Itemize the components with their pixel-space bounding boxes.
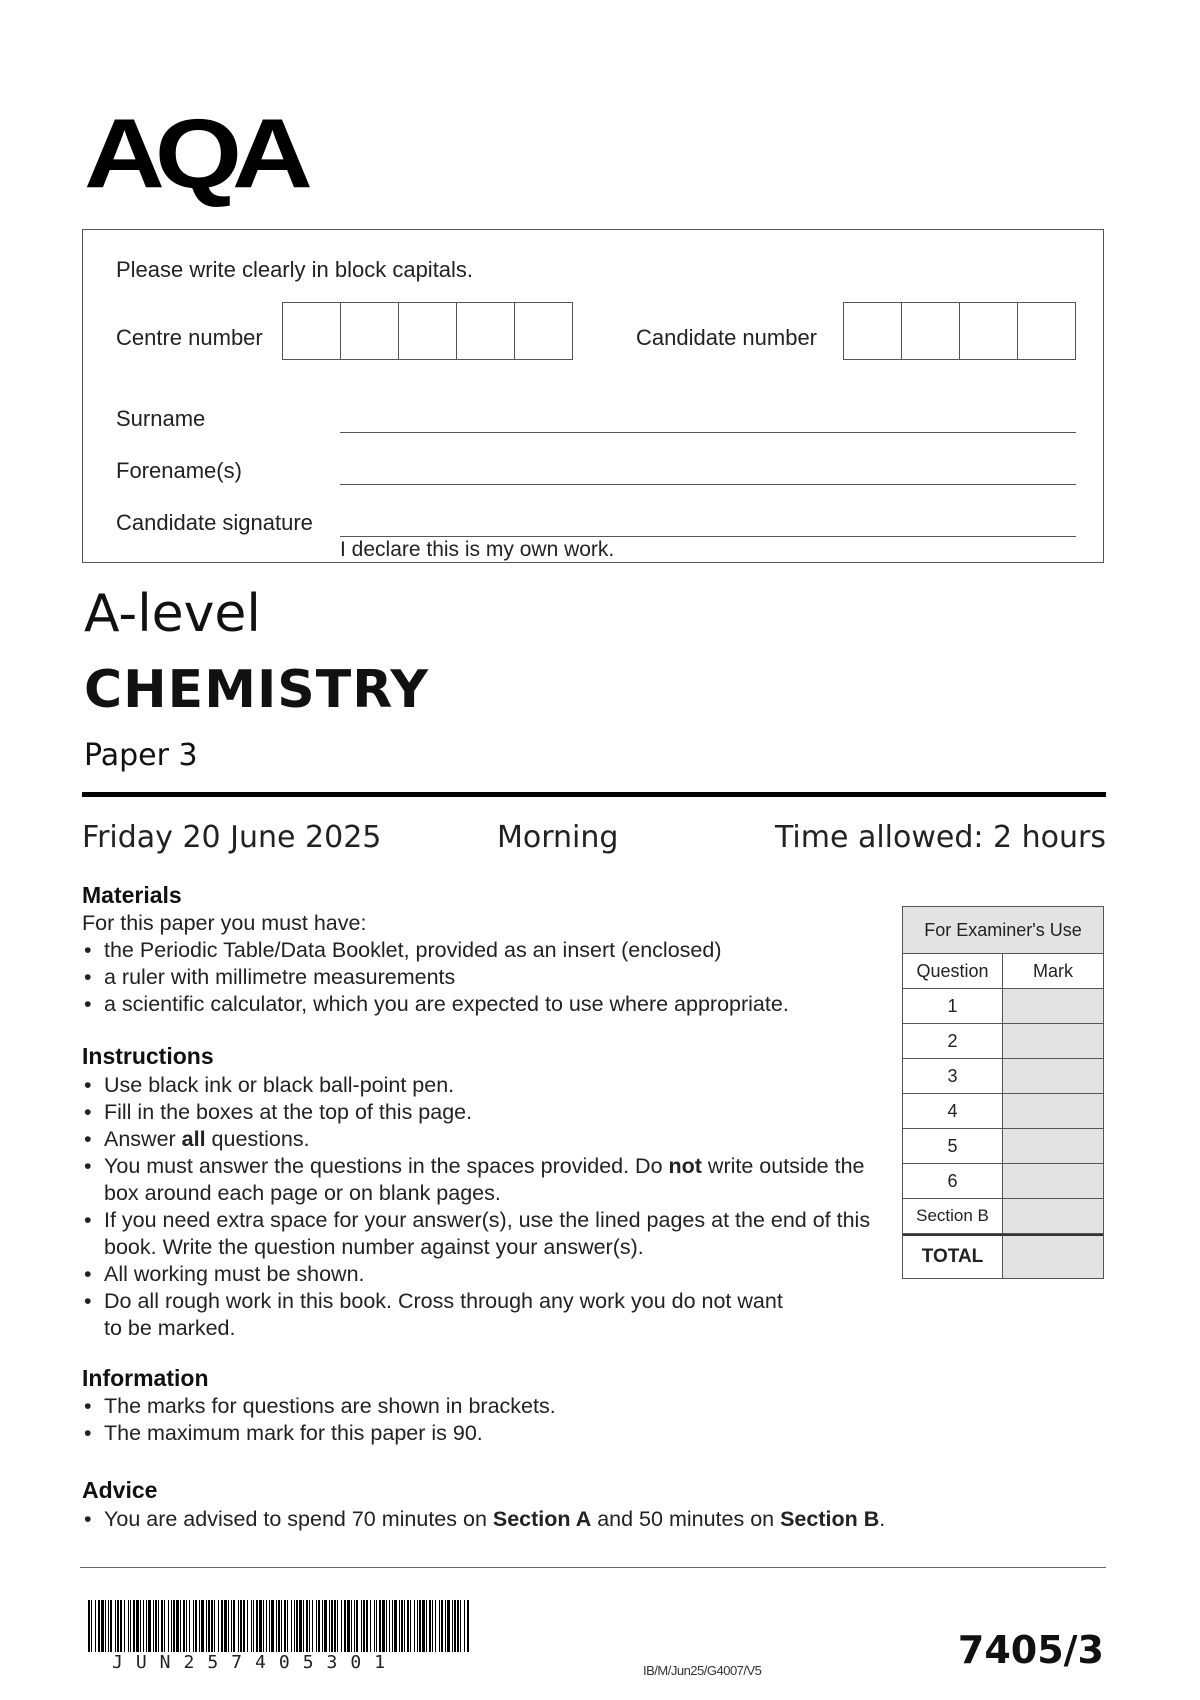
subject-title: CHEMISTRY [84,660,430,720]
signature-field[interactable] [340,536,1076,537]
advice-section [82,1506,1082,1533]
table-row [903,1094,1103,1129]
total-mark-cell [1003,1236,1103,1278]
materials-heading: Materials [82,882,182,908]
centre-number-digit[interactable] [341,303,399,359]
list-item: • All working must be shown. [82,1261,882,1288]
footer-rule [80,1567,1106,1568]
information-heading: Information [82,1365,209,1391]
forenames-field[interactable] [340,484,1076,485]
table-row [903,1024,1103,1059]
title-rule [82,792,1106,797]
list-item: • a scientific calculator, which you are expected to use where appropriate. [82,991,882,1018]
question-number: 6 [903,1164,1003,1198]
table-row [903,1059,1103,1094]
materials-intro: For this paper you must have: [82,911,367,935]
emphasis-text: Section B [780,1507,880,1531]
list-item: • The maximum mark for this paper is 90. [82,1420,882,1447]
list-item: • a ruler with millimetre measurements [82,964,882,991]
advice-heading: Advice [82,1477,158,1503]
examiners-use-title: For Examiner's Use [903,907,1103,954]
list-item: • The marks for questions are shown in brackets. [82,1393,882,1420]
candidate-number-boxes[interactable] [843,302,1076,360]
mark-cell [1003,1129,1103,1163]
surname-label: Surname [116,406,206,431]
question-number: 5 [903,1129,1003,1163]
text-run: You must answer the questions in the spaces provided. Do [104,1154,669,1178]
centre-number-boxes[interactable] [282,302,573,360]
list-item: • Do all rough work in this book. Cross through any work you do not want to be marked. [82,1288,804,1342]
paper-code: 7405/3 [957,1628,1104,1672]
mark-cell [1003,1059,1103,1093]
surname-field[interactable] [340,432,1076,433]
exam-session: Morning [497,820,619,855]
mark-cell [1003,1199,1103,1233]
document-reference: IB/M/Jun25/G4007/V5 [643,1663,762,1678]
question-number: 4 [903,1094,1003,1128]
paper-title: Paper 3 [84,738,198,773]
barcode [88,1600,474,1652]
mark-column-header: Mark [1003,954,1103,988]
candidate-number-digit[interactable] [902,303,960,359]
table-row [903,989,1103,1024]
barcode-number: JUN257405301 [112,1652,399,1673]
list-item: • If you need extra space for your answer(s), use the lined pages at the end of this book. Write the question number against your answer(s). [82,1207,894,1261]
signature-label: Candidate signature [116,510,313,535]
centre-number-digit[interactable] [515,303,572,359]
list-item: • Fill in the boxes at the top of this page. [82,1099,882,1126]
emphasis-text: Section A [492,1507,592,1531]
block-capitals-instruction: Please write clearly in block capitals. [116,257,474,282]
list-item: • Use black ink or black ball-point pen. [82,1072,882,1099]
mark-cell [1003,989,1103,1023]
question-number: 3 [903,1059,1003,1093]
centre-number-digit[interactable] [457,303,515,359]
table-row [903,1129,1103,1164]
question-number: 2 [903,1024,1003,1058]
total-row [903,1234,1103,1278]
total-label: TOTAL [903,1236,1003,1278]
instructions-section [82,1072,882,1342]
mark-cell [1003,1094,1103,1128]
forenames-label: Forename(s) [116,458,242,483]
candidate-number-digit[interactable] [960,303,1018,359]
time-allowed: Time allowed: 2 hours [774,820,1106,855]
question-column-header: Question [903,954,1003,988]
candidate-number-digit[interactable] [1018,303,1075,359]
text-run: write outside the box around each page or on blank pages. [104,1154,865,1205]
qualification-level: A-level [84,584,261,644]
aqa-logo: AQA [84,98,303,209]
information-list [82,1393,882,1447]
candidate-number-label: Candidate number [636,325,818,350]
text-run: and 50 minutes on [591,1507,781,1531]
text-run: . [879,1507,886,1531]
question-number: 1 [903,989,1003,1023]
list-item [82,1126,882,1153]
text-run: questions. [205,1127,310,1151]
emphasis-text: all [181,1127,206,1151]
declaration-text: I declare this is my own work. [340,538,615,561]
table-row [903,1164,1103,1199]
centre-number-digit[interactable] [399,303,457,359]
table-header-row [903,954,1103,989]
materials-section [82,910,882,1018]
information-section [82,1393,882,1447]
mark-cell [1003,1024,1103,1058]
list-item [82,1153,894,1207]
table-row [903,1199,1103,1234]
barcode-bar [467,1600,469,1652]
list-item: • the Periodic Table/Data Booklet, provided as an insert (enclosed) [82,937,882,964]
text-run: Answer [104,1127,182,1151]
candidate-number-digit[interactable] [844,303,902,359]
mark-cell [1003,1164,1103,1198]
exam-date: Friday 20 June 2025 [82,820,382,855]
instructions-list [82,1072,882,1342]
emphasis-text: not [668,1154,702,1178]
centre-number-label: Centre number [116,325,263,350]
question-number: Section B [903,1199,1003,1233]
advice-list [82,1506,1082,1533]
examiners-use-table [902,906,1104,1279]
text-run: You are advised to spend 70 minutes on [104,1507,493,1531]
instructions-heading: Instructions [82,1043,214,1069]
list-item [82,1506,1082,1533]
centre-number-digit[interactable] [283,303,341,359]
materials-list [82,937,882,1018]
